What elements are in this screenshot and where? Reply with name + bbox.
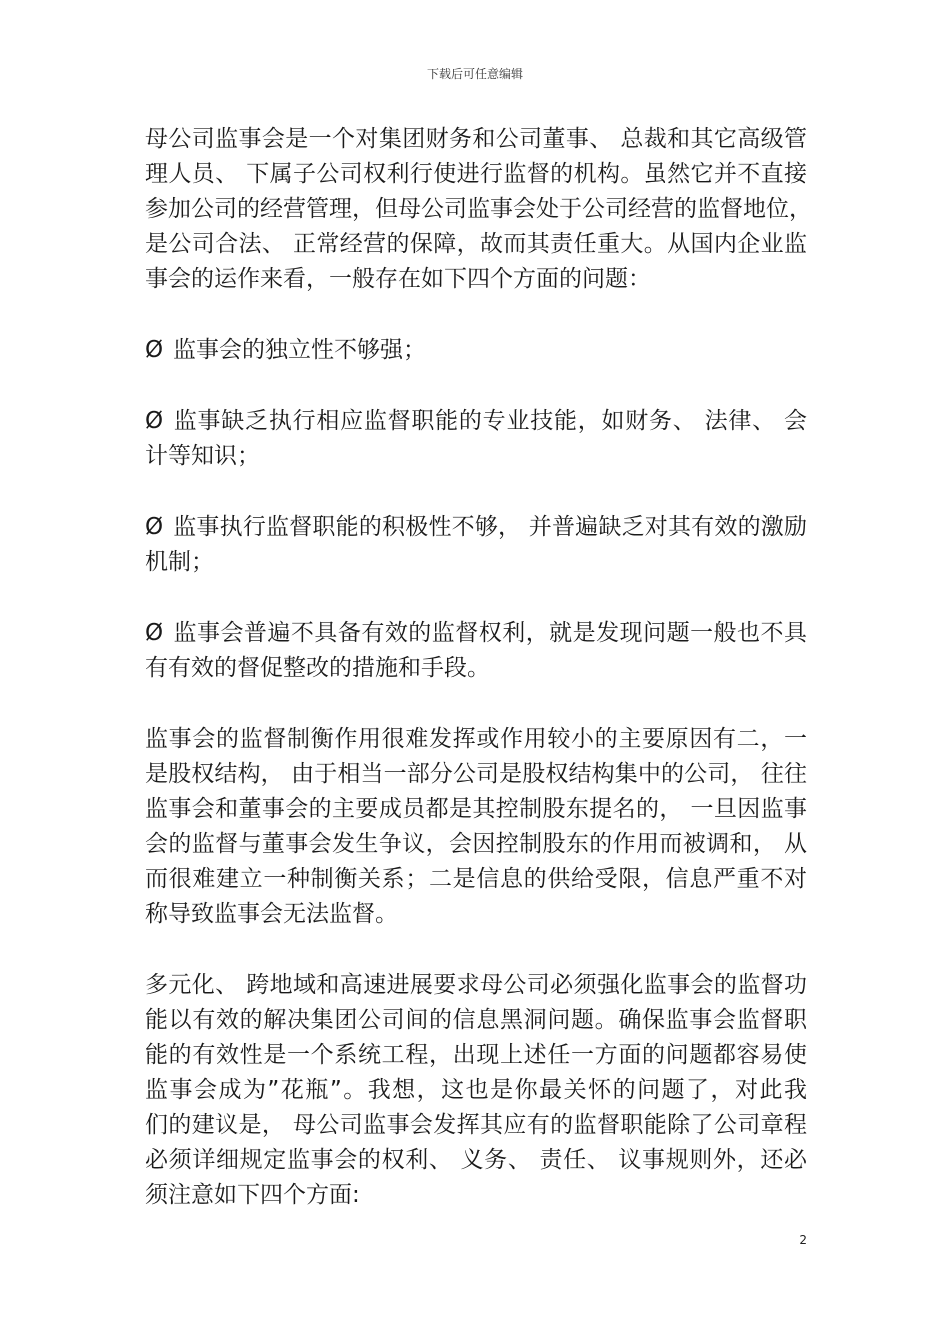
bullet-icon: Ø <box>145 514 164 540</box>
text-line: 监事会成为”花瓶”。我想，这也是你最关怀的问题了，对此我 <box>145 1077 807 1103</box>
text-line: 必须详细规定监事会的权利、 义务、 责任、 议事规则外，还必 <box>145 1147 807 1173</box>
bullet-item-3 <box>145 510 807 580</box>
bullet-text: 监事执行监督职能的积极性不够， 并普遍缺乏对其有效的激励 <box>173 514 807 540</box>
text-line: 机制； <box>145 549 214 575</box>
bullet-item-2 <box>145 404 807 474</box>
text-line <box>145 510 807 545</box>
page-number: 2 <box>799 1233 807 1247</box>
text-line: 事会的运作来看，一般存在如下四个方面的问题： <box>145 266 651 292</box>
bullet-icon: Ø <box>145 408 164 434</box>
analysis-paragraph <box>145 722 807 932</box>
bullet-text: 监事会普遍不具备有效的监督权利，就是发现问题一般也不具 <box>173 620 807 646</box>
text-line: 监事会的监督制衡作用很难发挥或作用较小的主要原因有二，一 <box>145 726 807 752</box>
bullet-icon: Ø <box>145 620 164 646</box>
bullet-text: 监事缺乏执行相应监督职能的专业技能，如财务、 法律、 会 <box>173 408 807 434</box>
text-line: 参加公司的经营管理，但母公司监事会处于公司经营的监督地位， <box>145 196 812 222</box>
text-line: 们的建议是， 母公司监事会发挥其应有的监督职能除了公司章程 <box>145 1112 807 1138</box>
text-line: 会的监督与董事会发生争议，会因控制股东的作用而被调和， 从 <box>145 831 807 857</box>
bullet-text: 监事会的独立性不够强； <box>173 337 426 363</box>
text-line: 称导致监事会无法监督。 <box>145 901 398 927</box>
page-header: 下载后可任意编辑 <box>426 67 523 81</box>
intro-paragraph <box>145 122 812 297</box>
text-line: 计等知识； <box>145 443 260 469</box>
text-line: 有有效的督促整改的措施和手段。 <box>145 655 490 681</box>
bullet-icon: Ø <box>145 337 164 363</box>
text-line: 是公司合法、 正常经营的保障，故而其责任重大。从国内企业监 <box>145 231 807 257</box>
text-line: 能以有效的解决集团公司间的信息黑洞问题。确保监事会监督职 <box>145 1007 807 1033</box>
text-line: 母公司监事会是一个对集团财务和公司董事、 总裁和其它高级管 <box>145 126 807 152</box>
text-line: 能的有效性是一个系统工程，出现上述任一方面的问题都容易使 <box>145 1042 807 1068</box>
recommendation-paragraph <box>145 968 807 1213</box>
text-line: 监事会和董事会的主要成员都是其控制股东提名的， 一旦因监事 <box>145 796 807 822</box>
text-line <box>145 404 807 439</box>
bullet-item-4 <box>145 616 807 686</box>
text-line: 多元化、 跨地域和高速进展要求母公司必须强化监事会的监督功 <box>145 972 807 998</box>
document-body <box>145 122 812 1213</box>
text-line: 是股权结构， 由于相当一部分公司是股权结构集中的公司， 往往 <box>145 761 807 787</box>
text-line: 而很难建立一种制衡关系；二是信息的供给受限，信息严重不对 <box>145 866 807 892</box>
text-line <box>145 616 807 651</box>
bullet-item-1 <box>145 333 807 368</box>
text-line: 理人员、 下属子公司权利行使进行监督的机构。虽然它并不直接 <box>145 161 807 187</box>
text-line: 须注意如下四个方面: <box>145 1182 360 1208</box>
text-line <box>145 333 807 368</box>
